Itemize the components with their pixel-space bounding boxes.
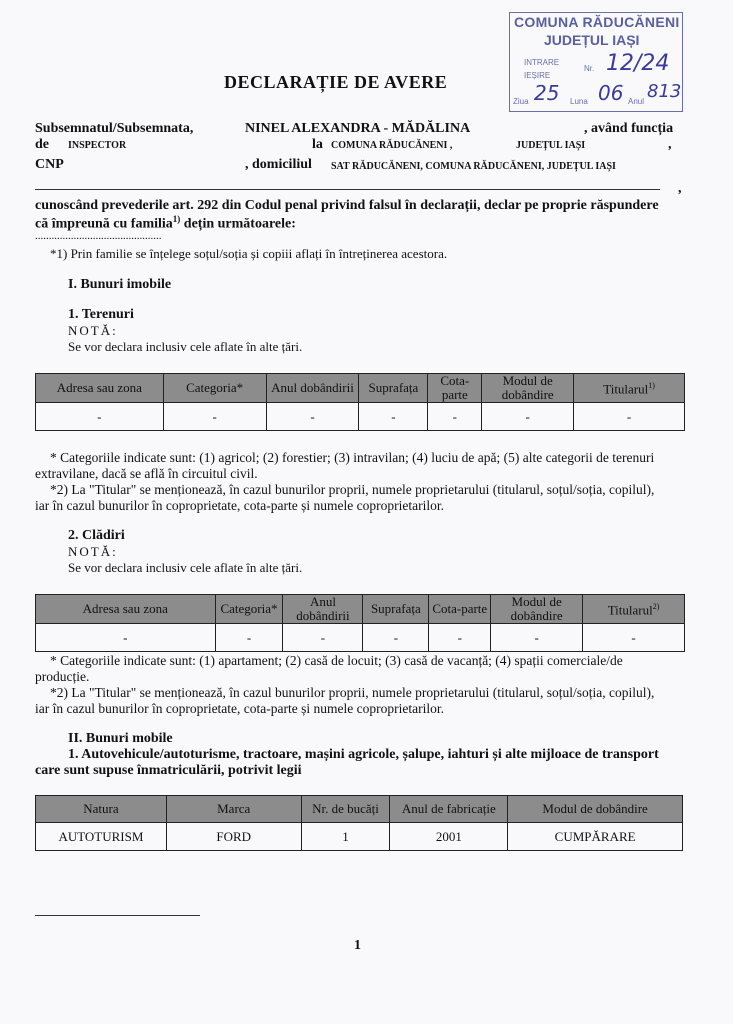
section1-note1b: extravilane, dacă se află în circuitul civil. [35,466,258,481]
stamp-iesire: IEȘIRE [524,71,551,80]
table-header-row [36,374,685,403]
col-header: Nr. de bucăți [301,796,390,823]
col-header: Cota-parte [429,595,491,624]
section3-sub1a: 1. Autovehicule/autoturisme, tractoare, mașini agricole, șalupe, iahturi și alte mijloace de transport [68,747,659,762]
stamp-intrare: INTRARE [524,58,560,67]
titular-sup: 1) [648,381,655,391]
table-header-row [36,796,683,823]
table-cell: - [163,403,266,431]
table-cell: - [428,403,482,431]
col-header: Modul de dobândire [482,374,574,403]
autovehicule-table [35,795,683,851]
judet-value: JUDEȚUL IAȘI [516,140,586,151]
intro-line2a: că împreună cu familia [35,216,173,232]
table-cell: - [36,624,216,652]
intro-footnote: *1) Prin familie se înțelege soțul/soția și copiii aflați în întreținerea acestora. [50,246,448,261]
intro-line2b: dețin următoarele: [180,216,296,232]
page-number: 1 [354,938,361,953]
declarant-name: NINEL ALEXANDRA - MĂDĂLINA [245,121,471,136]
table-row [36,403,685,431]
page-title: DECLARAȚIE DE AVERE [224,72,448,92]
section1-nota-text: Se vor declara inclusiv cele aflate în alte țări. [68,339,303,354]
stamp-ziua-label: Ziua [513,97,529,106]
functia-value: INSPECTOR [68,140,127,151]
table-cell: CUMPĂRARE [508,823,683,851]
table-cell: - [574,403,685,431]
institutia-value: COMUNA RĂDUCĂNENI , [331,140,453,151]
intro-sup: 1) [172,214,181,224]
header-divider [35,189,660,190]
section1-note2a: *2) La "Titular" se menționează, în cazul bunurilor proprii, numele proprietarului (titularul, soțul/soția, copilul), [50,482,655,497]
section1-note1a: * Categoriile indicate sunt: (1) agricol; (2) forestier; (3) intravilan; (4) luciu de apă; (5) alte categorii de terenuri [50,450,655,465]
stamp-anul-label: Anul [628,97,645,106]
stamp-line1: COMUNA RĂDUCĂNENI [514,14,680,30]
section1-heading: I. Bunuri imobile [68,277,172,292]
titular-sup: 2) [652,602,660,612]
col-header: Suprafața [363,595,429,624]
col-header: Modul de dobândire [491,595,583,624]
col-header: Cota-parte [428,374,482,403]
cnp-label: CNP [35,157,64,172]
table-cell: 1 [301,823,390,851]
stamp-nr-value: 12/24 [606,51,670,76]
section2-nota-text: Se vor declara inclusiv cele aflate în alte țări. [68,560,303,575]
col-header: Anul dobândirii [283,595,363,624]
section2-note1a: * Categoriile indicate sunt: (1) apartament; (2) casă de locuit; (3) casă de vacanță; (4) spații comerciale/de [50,653,623,668]
cladiri-table [35,594,685,652]
subsemnatul-label: Subsemnatul/Subsemnata, [35,121,194,136]
intro-line1: cunoscând prevederile art. 292 din Codul penal privind falsul în declarații, declar pe proprie răspundere [35,198,659,213]
stamp-luna-value: 06 [598,81,624,105]
table-cell: - [266,403,359,431]
table-cell: FORD [166,823,301,851]
section2-note1b: producție. [35,669,90,684]
section2-note2a: *2) La "Titular" se menționează, în cazul bunurilor proprii, numele proprietarului (titularul, soțul/soția, copilul), [50,685,655,700]
avand-functia-label: , având funcția [584,121,674,136]
section1-nota: NOTĂ: [68,323,118,338]
section2-sub2: 2. Clădiri [68,528,125,543]
table-cell: - [215,624,283,652]
la-label: la [312,137,323,152]
table-cell: - [363,624,429,652]
table-cell: - [583,624,685,652]
table-cell: - [283,624,363,652]
section3-sub1b: care sunt supuse înmatriculării, potrivit legii [35,763,302,778]
table-cell: - [429,624,491,652]
col-header: Categoria* [215,595,283,624]
col-header: Modul de dobândire [508,796,683,823]
table-cell: - [36,403,164,431]
adresa-value: SAT RĂDUCĂNENI, COMUNA RĂDUCĂNENI, JUDEȚUL IAȘI [331,161,616,172]
section2-nota: NOTĂ: [68,544,118,559]
terenuri-table [35,373,685,431]
col-header-titular [583,595,685,624]
stamp-nr-label: Nr. [584,64,595,73]
table-row [36,823,683,851]
table-cell: 2001 [390,823,508,851]
col-header: Suprafața [359,374,428,403]
col-header: Natura [36,796,167,823]
section3-heading: II. Bunuri mobile [68,731,173,746]
col-header-titular [574,374,685,403]
col-header: Marca [166,796,301,823]
footnote-separator [35,915,200,916]
stamp-line2: JUDEȚUL IAȘI [544,32,640,48]
titular-label: Titularul [603,381,649,397]
stamp-luna-label: Luna [570,97,588,106]
header-comma2: , [678,181,682,196]
table-cell: - [359,403,428,431]
stamp-anul-value: 813 [647,81,682,102]
header-comma1: , [668,137,672,152]
table-cell: - [491,624,583,652]
col-header: Anul de fabricație [390,796,508,823]
table-row [36,624,685,652]
col-header: Anul dobândirii [266,374,359,403]
intro-dots: .............................................. [35,230,162,242]
stamp-ziua-value: 25 [534,81,560,105]
table-cell: AUTOTURISM [36,823,167,851]
table-header-row [36,595,685,624]
registration-stamp [509,12,683,112]
titular-label: Titularul [607,602,653,618]
de-label: de [35,137,49,152]
section1-sub1: 1. Terenuri [68,307,134,322]
col-header: Categoria* [163,374,266,403]
section1-note2b: iar în cazul bunurilor în coproprietate, cota-parte și numele coproprietarilor. [35,498,444,513]
table-cell: - [482,403,574,431]
col-header: Adresa sau zona [36,595,216,624]
section2-note2b: iar în cazul bunurilor în coproprietate, cota-parte și numele coproprietarilor. [35,701,444,716]
col-header: Adresa sau zona [36,374,164,403]
domiciliul-label: , domiciliul [245,157,312,172]
